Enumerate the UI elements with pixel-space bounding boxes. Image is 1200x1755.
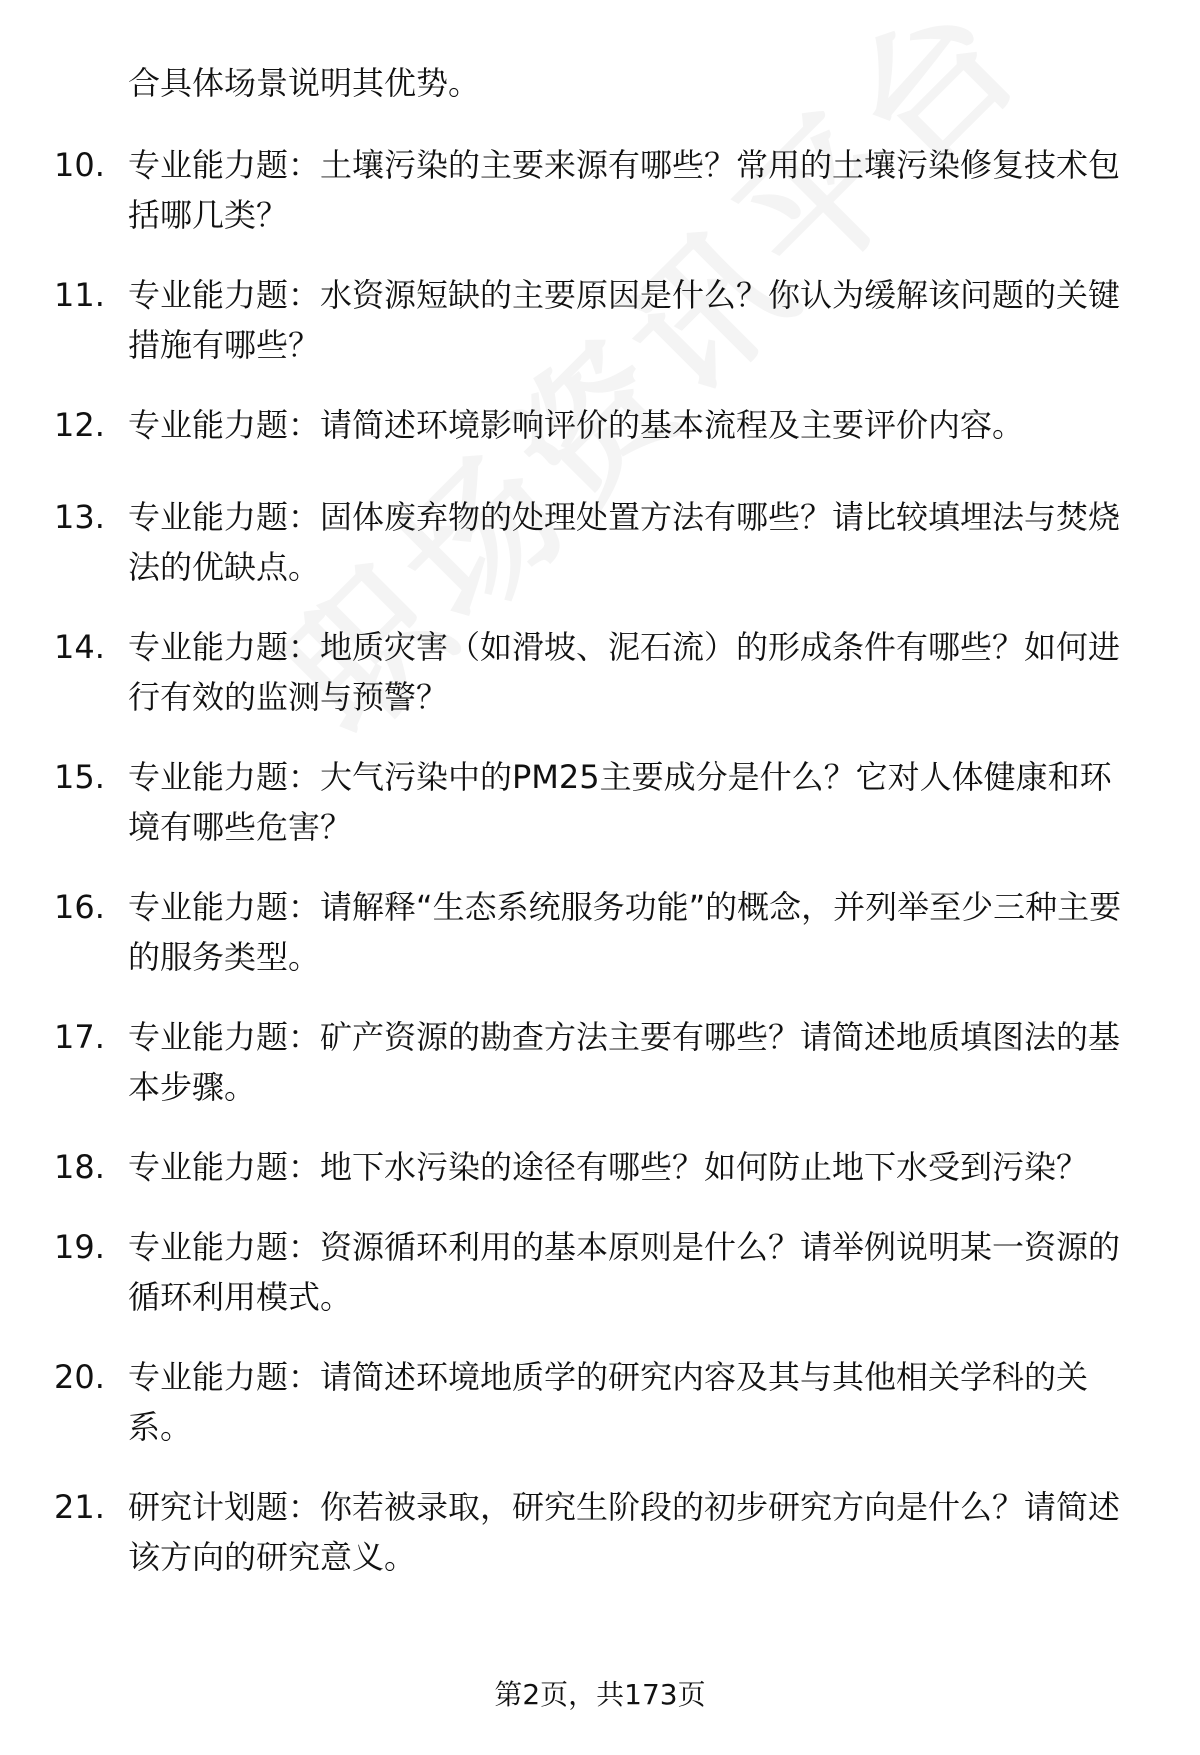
- question-item: [0, 622, 1200, 722]
- question-item: [0, 270, 1200, 370]
- question-item: [0, 1142, 1200, 1192]
- question-number: 13.: [54, 498, 105, 536]
- continuation-text: 合具体场景说明其优势。: [128, 64, 481, 102]
- question-item: [0, 1482, 1200, 1582]
- question-number: 11.: [54, 276, 105, 314]
- question-number: 14.: [54, 628, 105, 666]
- question-text: 专业能力题：固体废弃物的处理处置方法有哪些？请比较填埋法与焚烧法的优缺点。: [128, 498, 1121, 586]
- question-text: 专业能力题：请简述环境地质学的研究内容及其与其他相关学科的关系。: [128, 1358, 1089, 1446]
- question-item: [0, 882, 1200, 982]
- question-text: 专业能力题：大气污染中的PM25主要成分是什么？它对人体健康和环境有哪些危害？: [128, 758, 1112, 846]
- question-number: 12.: [54, 406, 105, 444]
- question-number: 15.: [54, 758, 105, 796]
- question-text: 研究计划题：你若被录取，研究生阶段的初步研究方向是什么？请简述该方向的研究意义。: [128, 1488, 1121, 1576]
- question-text: 专业能力题：地下水污染的途径有哪些？如何防止地下水受到污染？: [128, 1148, 1089, 1186]
- question-item: [0, 1352, 1200, 1452]
- question-item: [0, 492, 1200, 592]
- question-number: 21.: [54, 1488, 105, 1526]
- question-number: 19.: [54, 1228, 105, 1266]
- question-text: 专业能力题：矿产资源的勘查方法主要有哪些？请简述地质填图法的基本步骤。: [128, 1018, 1121, 1106]
- question-text: 专业能力题：请解释“生态系统服务功能”的概念，并列举至少三种主要的服务类型。: [128, 888, 1122, 976]
- question-number: 18.: [54, 1148, 105, 1186]
- question-number: 17.: [54, 1018, 105, 1056]
- question-item: [0, 400, 1200, 450]
- question-number: 10.: [54, 146, 105, 184]
- question-item: [0, 140, 1200, 240]
- page-footer: 第2页，共173页: [494, 1678, 706, 1711]
- question-item: [0, 1012, 1200, 1112]
- question-number: 20.: [54, 1358, 105, 1396]
- question-item: [0, 752, 1200, 852]
- question-list: [0, 140, 1200, 1612]
- question-text: 专业能力题：资源循环利用的基本原则是什么？请举例说明某一资源的循环利用模式。: [128, 1228, 1121, 1316]
- question-text: 专业能力题：水资源短缺的主要原因是什么？你认为缓解该问题的关键措施有哪些？: [128, 276, 1121, 364]
- question-item: [0, 1222, 1200, 1322]
- question-text: 专业能力题：土壤污染的主要来源有哪些？常用的土壤污染修复技术包括哪几类？: [128, 146, 1121, 234]
- question-text: 专业能力题：地质灾害（如滑坡、泥石流）的形成条件有哪些？如何进行有效的监测与预警？: [128, 628, 1121, 716]
- question-number: 16.: [54, 888, 105, 926]
- question-text: 专业能力题：请简述环境影响评价的基本流程及主要评价内容。: [128, 406, 1025, 444]
